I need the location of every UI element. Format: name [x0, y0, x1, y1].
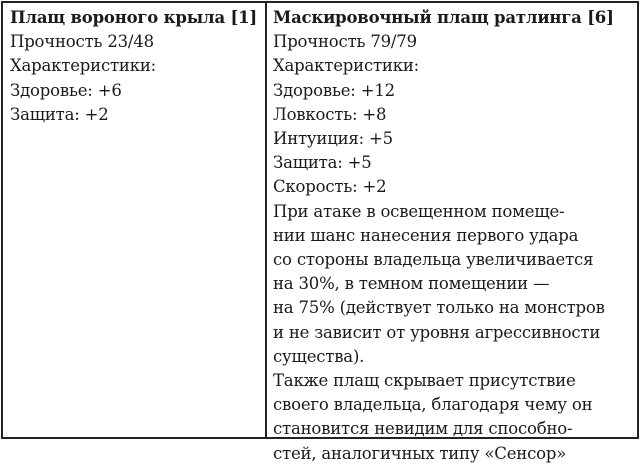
description-line: на 30%, в темном помещении — — [273, 274, 550, 294]
stat-line: Защита: +5 — [273, 153, 372, 173]
description-line: нии шанс нанесения первого удара — [273, 225, 579, 245]
stat-line: Здоровье: +6 — [10, 80, 122, 100]
stat-line: Защита: +2 — [10, 104, 109, 124]
item-title: Маскировочный плащ ратлинга [6] — [273, 8, 614, 27]
description-line: стей, аналогичных типу «Сенсор» — [273, 443, 567, 463]
item-cell-raven-wing-cloak — [3, 3, 267, 437]
item-title: Плащ вороного крыла [1] — [10, 8, 258, 27]
stats-label: Характеристики: — [10, 56, 156, 76]
description-line: и не зависит от уровня агрессивности — [273, 322, 601, 342]
description-line: со стороны владельца увеличивается — [273, 250, 594, 270]
description-line: существа). — [273, 346, 365, 366]
stat-line: Ловкость: +8 — [273, 104, 387, 124]
description-line: Также плащ скрывает присутствие — [273, 371, 576, 391]
stat-line: Скорость: +2 — [273, 177, 387, 197]
description-line: своего владельца, благодаря чему он — [273, 395, 593, 415]
description-line: становится невидим для способно- — [273, 419, 573, 439]
description-line: на 75% (действует только на монстров — [273, 298, 605, 318]
stats-label: Характеристики: — [273, 56, 419, 76]
item-durability: Прочность 23/48 — [10, 32, 154, 52]
item-durability: Прочность 79/79 — [273, 32, 417, 52]
stat-line: Интуиция: +5 — [273, 129, 393, 149]
items-comparison-table — [1, 1, 639, 463]
description-line: При атаке в освещенном помеще- — [273, 201, 565, 221]
stat-line: Здоровье: +12 — [273, 80, 395, 100]
item-cell-ratling-camo-cloak — [267, 3, 637, 463]
